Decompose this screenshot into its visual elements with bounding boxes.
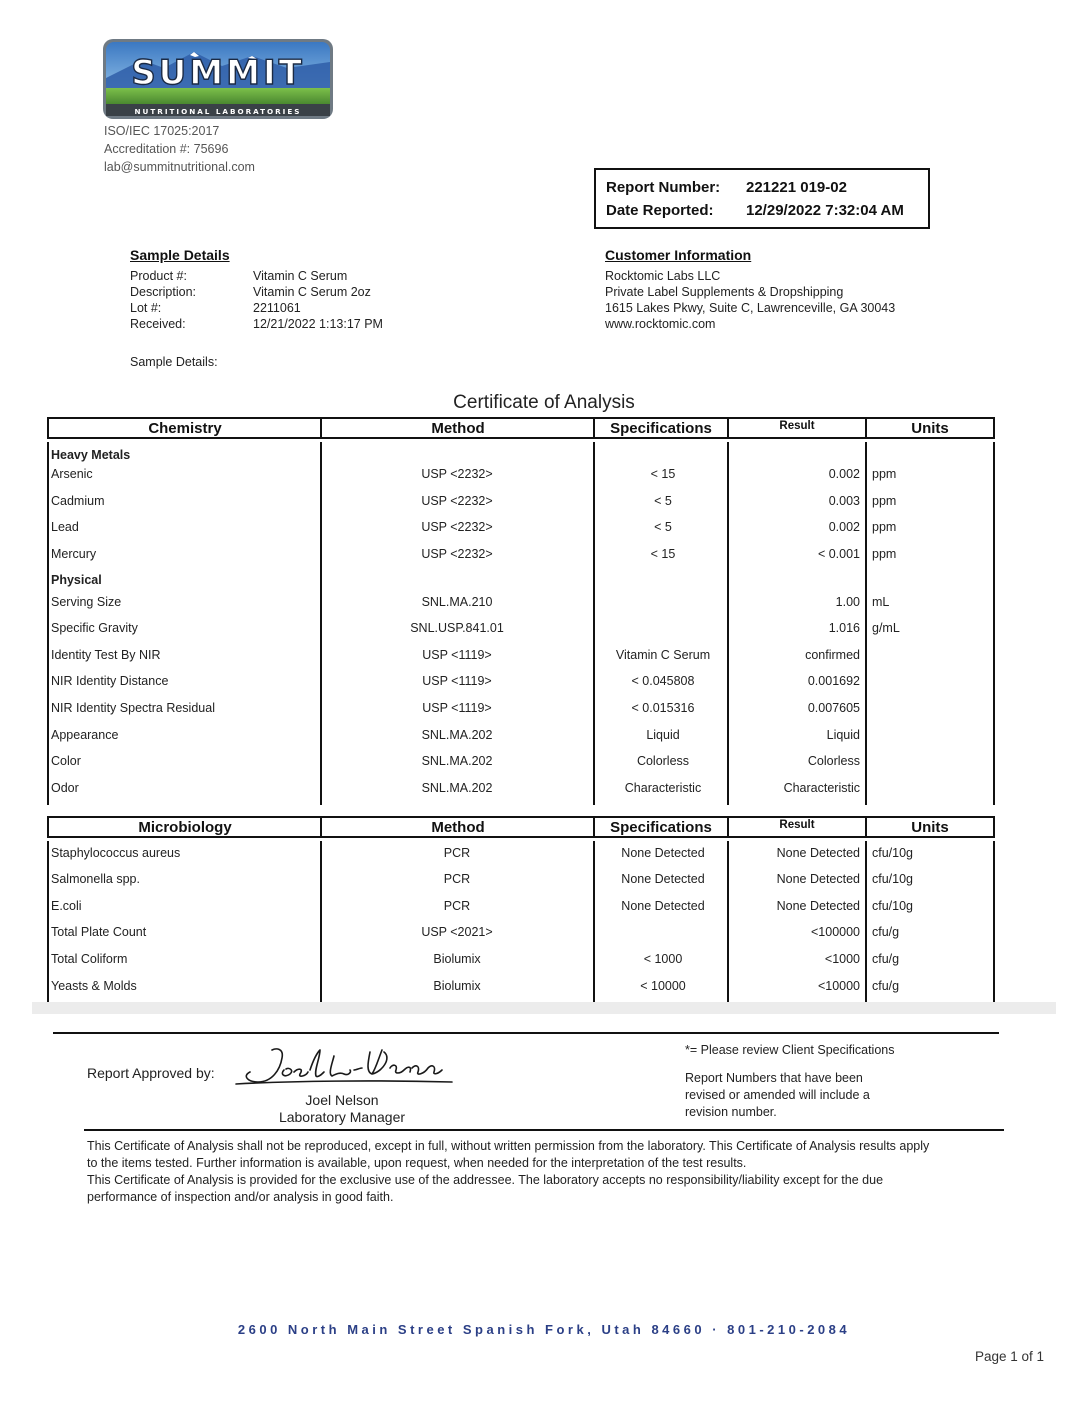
header-specifications: Specifications — [610, 420, 712, 437]
iso-standard: ISO/IEC 17025:2017 — [104, 124, 220, 138]
report-number-label: Report Number: — [606, 179, 721, 196]
group-label: Heavy Metals — [51, 448, 131, 462]
method-cell: PCR — [443, 846, 471, 860]
result-cell: 1.00 — [835, 595, 860, 609]
signature-image — [232, 1044, 456, 1092]
method-cell: USP <1119> — [422, 701, 492, 715]
summit-logo — [102, 38, 334, 120]
method-cell: USP <1119> — [422, 648, 492, 662]
group-label: Physical — [51, 573, 102, 587]
method-cell: USP <2232> — [421, 547, 493, 561]
spec-cell: < 15 — [650, 547, 676, 561]
spec-cell: None Detected — [621, 846, 705, 860]
method-cell: USP <2232> — [421, 467, 493, 481]
report-number: 221221 019-02 — [746, 179, 847, 196]
sample-row: Product #: Vitamin C Serum — [130, 269, 348, 283]
header-units: Units — [911, 819, 949, 836]
spec-cell: Characteristic — [624, 781, 702, 795]
customer-info-section — [605, 247, 895, 332]
result-cell: confirmed — [805, 648, 860, 662]
spec-cell: < 1000 — [643, 952, 683, 966]
lab-address: 2600 North Main Street Spanish Fork, Utah 84660 · 801-210-2084 — [237, 1322, 851, 1337]
units-cell: cfu/10g — [872, 846, 914, 860]
analyte-name: Lead — [51, 520, 79, 534]
analyte-name: Odor — [51, 781, 79, 795]
header-units: Units — [911, 420, 949, 437]
report-info-box — [594, 168, 930, 229]
result-cell: 1.016 — [828, 621, 860, 635]
units-cell: ppm — [872, 494, 897, 508]
sample-row: Description: Vitamin C Serum 2oz — [130, 285, 371, 299]
approver-title: Laboratory Manager — [278, 1109, 406, 1125]
units-cell: ppm — [872, 467, 897, 481]
units-cell: cfu/10g — [872, 872, 914, 886]
analyte-name: Specific Gravity — [51, 621, 138, 635]
result-cell: 0.002 — [828, 467, 860, 481]
method-cell: USP <1119> — [422, 674, 492, 688]
method-cell: Biolumix — [433, 979, 481, 993]
disclaimer-rule — [84, 1129, 1004, 1131]
result-cell: <1000 — [824, 952, 860, 966]
result-cell: Characteristic — [783, 781, 860, 795]
sample-details-title: Sample Details — [130, 247, 230, 263]
result-cell: None Detected — [776, 846, 860, 860]
header-method: Method — [431, 819, 485, 836]
header-chemistry: Chemistry — [148, 420, 222, 437]
units-cell: ppm — [872, 520, 897, 534]
analyte-name: Serving Size — [51, 595, 122, 609]
units-cell: cfu/g — [872, 925, 900, 939]
method-cell: USP <2232> — [421, 520, 493, 534]
footer-top-rule — [53, 1032, 999, 1034]
result-cell: Colorless — [807, 754, 860, 768]
logo-subtext: NUTRITIONAL LABORATORIES — [134, 107, 302, 116]
method-cell: SNL.USP.841.01 — [410, 621, 504, 635]
analyte-name: NIR Identity Spectra Residual — [51, 701, 215, 715]
disclaimer: This Certificate of Analysis shall not be reproduced, except in full, without written permission from the laboratory. This Certificate of Analysis results apply to the items tested. Further information is available, upon request, when needed for the interpretation of the test results. This Certificate of Analysis is provided for the exclusive use of the addressee. The laboratory accepts no responsibility/liability except for the due performance of inspection and/or analysis in good faith. — [87, 1139, 930, 1204]
method-cell: SNL.MA.202 — [421, 754, 493, 768]
result-cell: 0.003 — [828, 494, 860, 508]
spec-cell: < 5 — [654, 520, 672, 534]
analyte-name: Staphylococcus aureus — [51, 846, 181, 860]
lab-email: lab@summitnutritional.com — [104, 160, 255, 174]
method-cell: SNL.MA.202 — [421, 781, 493, 795]
method-cell: SNL.MA.210 — [421, 595, 493, 609]
analyte-name: Mercury — [51, 547, 97, 561]
method-cell: PCR — [443, 872, 471, 886]
units-cell: cfu/10g — [872, 899, 914, 913]
logo-wordmark: SUMMIT — [131, 53, 305, 93]
customer-info-title: Customer Information — [605, 247, 752, 263]
method-cell: Biolumix — [433, 952, 481, 966]
sample-row: Lot #: 2211061 — [130, 301, 301, 315]
result-cell: <10000 — [817, 979, 860, 993]
spec-cell: Colorless — [636, 754, 690, 768]
method-cell: USP <2232> — [421, 494, 493, 508]
units-cell: ppm — [872, 547, 897, 561]
result-cell: None Detected — [776, 872, 860, 886]
spec-cell: Liquid — [646, 728, 680, 742]
revision-note: Report Numbers that have been revised or amended will include a revision number. — [685, 1071, 870, 1119]
microbiology-body — [47, 841, 995, 1002]
result-cell: Liquid — [826, 728, 860, 742]
analyte-name: NIR Identity Distance — [51, 674, 169, 688]
method-cell: USP <2021> — [421, 925, 493, 939]
date-reported: 12/29/2022 7:32:04 AM — [746, 202, 904, 219]
analyte-name: E.coli — [51, 899, 82, 913]
result-cell: 0.007605 — [807, 701, 860, 715]
result-cell: 0.002 — [828, 520, 860, 534]
analyte-name: Total Coliform — [51, 952, 128, 966]
spec-cell: None Detected — [621, 872, 705, 886]
units-cell: cfu/g — [872, 952, 900, 966]
approver-name: Joel Nelson — [305, 1092, 379, 1108]
analyte-name: Cadmium — [51, 494, 105, 508]
analyte-name: Color — [51, 754, 81, 768]
units-cell: g/mL — [872, 621, 900, 635]
spec-cell: < 10000 — [640, 979, 686, 993]
header-microbiology: Microbiology — [138, 819, 232, 836]
header-specifications: Specifications — [610, 819, 712, 836]
result-cell: <100000 — [810, 925, 860, 939]
sample-details-label: Sample Details: — [130, 355, 218, 369]
spec-cell: < 0.045808 — [631, 674, 695, 688]
analyte-name: Identity Test By NIR — [51, 648, 161, 662]
sample-row: Received: 12/21/2022 1:13:17 PM — [130, 317, 383, 331]
approved-by-label: Report Approved by: — [87, 1065, 215, 1081]
method-cell: SNL.MA.202 — [421, 728, 493, 742]
result-cell: 0.001692 — [807, 674, 860, 688]
microbiology-header — [47, 816, 995, 838]
microbiology-table — [47, 816, 995, 1002]
analyte-name: Yeasts & Molds — [51, 979, 137, 993]
analyte-name: Arsenic — [51, 467, 93, 481]
client-spec-note: *= Please review Client Specifications — [685, 1043, 895, 1057]
accreditation-number: Accreditation #: 75696 — [104, 142, 229, 156]
analyte-name: Appearance — [51, 728, 119, 742]
spec-cell: None Detected — [621, 899, 705, 913]
spec-cell: Vitamin C Serum — [615, 648, 711, 662]
customer-line: Private Label Supplements & Dropshipping — [605, 285, 844, 299]
chemistry-table — [47, 417, 995, 805]
result-cell: < 0.001 — [817, 547, 860, 561]
chemistry-body — [47, 442, 995, 805]
certificate-title: Certificate of Analysis — [453, 392, 635, 413]
header-method: Method — [431, 420, 485, 437]
customer-website: www.rocktomic.com — [605, 317, 716, 331]
units-cell: mL — [872, 595, 890, 609]
result-cell: None Detected — [776, 899, 860, 913]
customer-line: 1615 Lakes Pkwy, Suite C, Lawrenceville, GA 30043 — [605, 301, 896, 315]
chemistry-header — [47, 417, 995, 439]
separator-band — [32, 1002, 1056, 1014]
customer-line: Rocktomic Labs LLC — [605, 269, 721, 283]
spec-cell: < 5 — [654, 494, 672, 508]
spec-cell: < 15 — [650, 467, 676, 481]
units-cell: cfu/g — [872, 979, 900, 993]
analyte-name: Total Plate Count — [51, 925, 147, 939]
analyte-name: Salmonella spp. — [51, 872, 140, 886]
method-cell: PCR — [443, 899, 471, 913]
header-result: Result — [779, 819, 815, 831]
date-reported-label: Date Reported: — [606, 202, 714, 219]
page-number: Page 1 of 1 — [974, 1349, 1044, 1364]
spec-cell: < 0.015316 — [631, 701, 695, 715]
sample-details-section — [130, 247, 383, 332]
header-result: Result — [779, 420, 815, 432]
